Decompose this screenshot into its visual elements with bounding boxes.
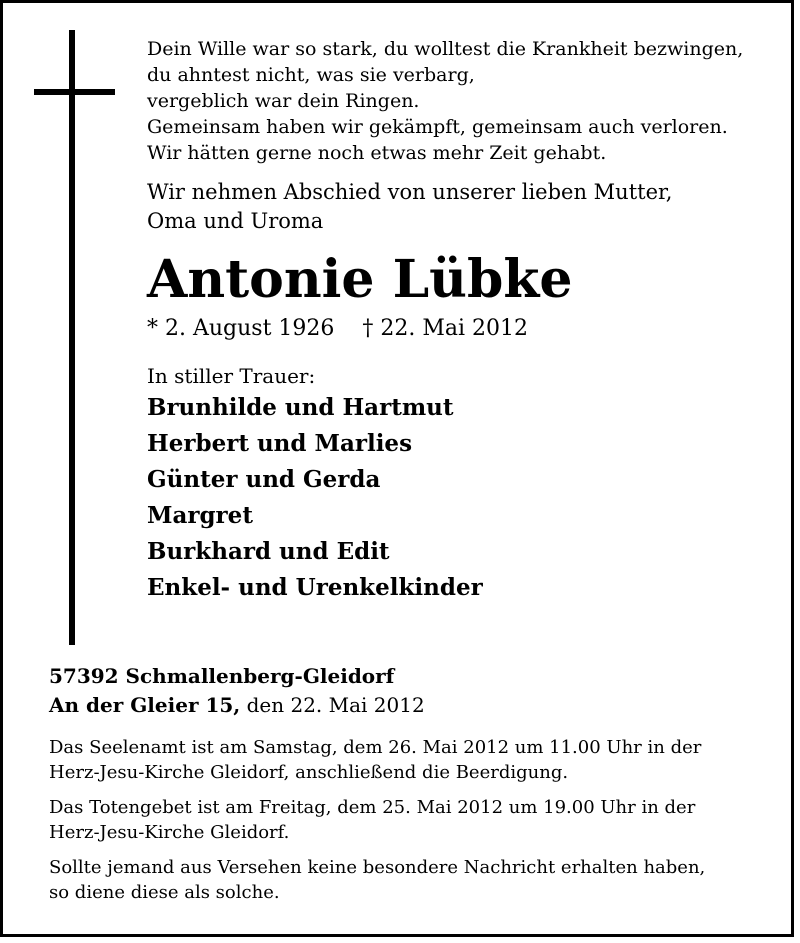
intro: [147, 178, 777, 236]
family-member: Günter und Gerda: [147, 466, 381, 493]
verse-line: Wir hätten gerne noch etwas mehr Zeit gehabt.: [147, 142, 607, 164]
birth-date: * 2. August 1926: [147, 316, 335, 341]
intro-line: Wir nehmen Abschied von unserer lieben Mutter,: [147, 180, 673, 204]
verse-line: Dein Wille war so stark, du wolltest die Krankheit bezwingen,: [147, 38, 744, 60]
main-text-column: [147, 36, 777, 606]
intro-line: Oma und Uroma: [147, 209, 324, 233]
address-street: [49, 691, 759, 720]
notice-line: Herz-Jesu-Kirche Gleidorf, anschließend die Beerdigung.: [49, 762, 569, 783]
mourning-label: In stiller Trauer:: [147, 364, 316, 388]
address-city: [49, 662, 759, 691]
life-dates: [147, 314, 777, 344]
notice-line: Das Totengebet ist am Freitag, dem 25. Mai 2012 um 19.00 Uhr in der: [49, 797, 696, 818]
family-member: Brunhilde und Hartmut: [147, 394, 454, 421]
family-member: Enkel- und Urenkelkinder: [147, 574, 483, 601]
notice-line: so diene diese als solche.: [49, 882, 280, 903]
notice-line: Herz-Jesu-Kirche Gleidorf.: [49, 822, 290, 843]
cross-icon: [69, 30, 75, 645]
street-text: An der Gleier 15,: [49, 693, 241, 717]
verse-line: Gemeinsam haben wir gekämpft, gemeinsam auch verloren.: [147, 116, 728, 138]
notice-line: Sollte jemand aus Versehen keine besondere Nachricht erhalten haben,: [49, 857, 706, 878]
city-text: 57392 Schmallenberg-Gleidorf: [49, 664, 395, 688]
verse-line: vergeblich war dein Ringen.: [147, 90, 420, 112]
cross-icon-bar: [34, 89, 115, 95]
notice-requiem: [49, 735, 759, 785]
footer-text-column: [49, 662, 759, 905]
deceased-name: Antonie Lübke: [147, 249, 573, 310]
family-member: Burkhard und Edit: [147, 538, 390, 565]
notice-line: Das Seelenamt ist am Samstag, dem 26. Mai 2012 um 11.00 Uhr in der: [49, 737, 702, 758]
notice-closing: [49, 855, 759, 905]
verse-line: du ahntest nicht, was sie verbarg,: [147, 64, 475, 86]
place-date: den 22. Mai 2012: [240, 693, 425, 717]
family-member: Margret: [147, 502, 253, 529]
verse: [147, 36, 777, 166]
notice-prayer: [49, 795, 759, 845]
family-list: [147, 390, 777, 606]
family-member: Herbert und Marlies: [147, 430, 413, 457]
death-date: † 22. Mai 2012: [362, 316, 529, 341]
